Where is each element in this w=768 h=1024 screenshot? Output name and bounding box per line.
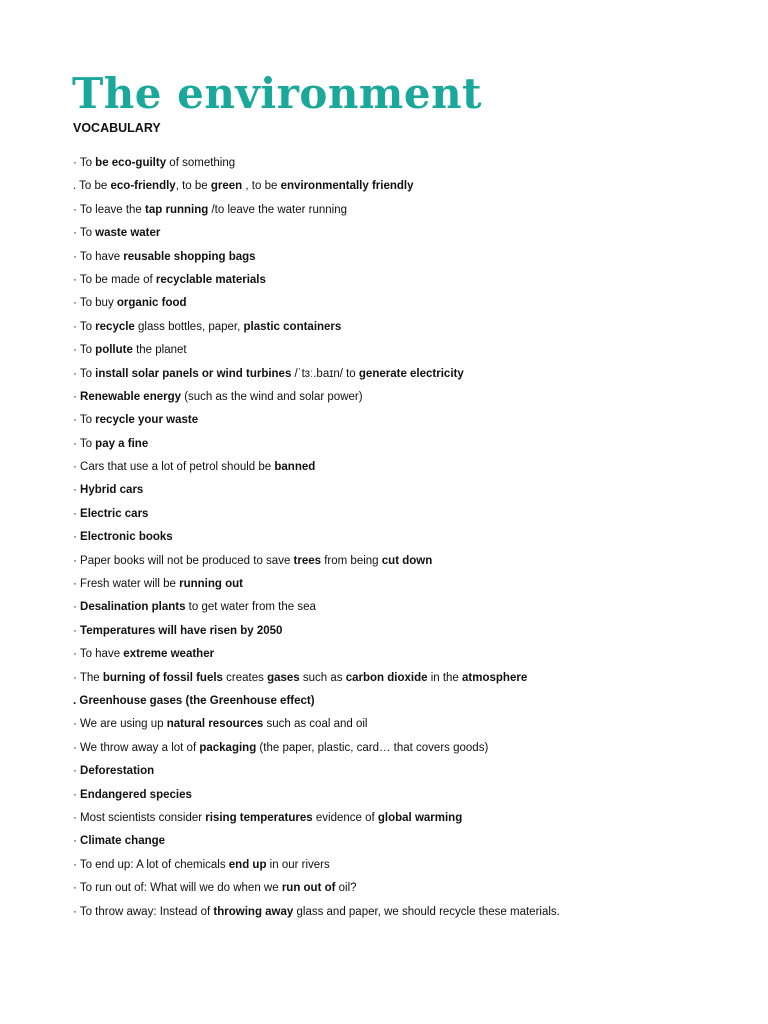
vocab-text: oil?: [335, 882, 357, 895]
vocab-text: · To: [73, 227, 96, 240]
vocab-item: [73, 576, 560, 599]
vocab-text: · To: [73, 157, 96, 169]
vocab-term: Deforestation: [80, 765, 155, 778]
vocab-term: run out of: [281, 882, 336, 895]
vocab-text: · To: [73, 367, 96, 380]
vocab-item: [73, 646, 560, 669]
vocab-item: [73, 670, 560, 693]
vocab-text: glass bottles, paper,: [134, 320, 244, 333]
vocab-item: [73, 880, 560, 903]
vocab-text: . To be: [73, 180, 111, 193]
vocab-term: packaging: [199, 741, 257, 754]
vocab-term: eco-friendly: [110, 180, 176, 193]
vocab-item: [73, 155, 560, 178]
vocab-text: evidence of: [312, 811, 378, 824]
vocab-item: [73, 904, 560, 927]
vocab-item: [73, 202, 560, 225]
vocab-item: [73, 787, 560, 810]
vocab-item: [73, 529, 560, 552]
vocab-text: /to leave the water running: [208, 203, 348, 216]
vocab-term: rising temperatures: [205, 811, 313, 824]
vocab-term: waste water: [95, 227, 161, 240]
section-heading: VOCABULARY: [73, 121, 161, 135]
vocab-term: pollute: [95, 344, 133, 357]
vocab-text: of something: [166, 157, 236, 169]
vocab-text: (such as the wind and solar power): [181, 390, 363, 403]
vocab-text: ·: [73, 531, 81, 544]
vocab-text: · Paper books will not be produced to save: [73, 554, 294, 567]
vocab-term: Temperatures will have risen by 2050: [80, 624, 283, 637]
vocab-item: [73, 623, 560, 646]
vocab-term: Hybrid cars: [80, 484, 144, 497]
vocab-term: running out: [179, 578, 243, 591]
vocab-text: ·: [73, 835, 81, 848]
vocab-text: · To throw away: Instead of: [73, 905, 214, 918]
vocab-text: ·: [73, 788, 81, 801]
vocab-term: plastic containers: [243, 320, 342, 333]
vocab-text: ·: [73, 484, 81, 497]
vocab-text: · Fresh water will be: [73, 578, 180, 591]
vocab-term: throwing away: [213, 905, 294, 918]
vocab-term: recyclable materials: [155, 273, 266, 286]
vocab-text: the planet: [132, 344, 187, 357]
vocab-term: tap running: [145, 203, 209, 216]
vocab-term: be eco-guilty: [95, 157, 167, 169]
vocab-text: · To run out of: What will we do when we: [73, 882, 282, 895]
vocab-term: Electric cars: [80, 507, 149, 520]
vocab-text: · Cars that use a lot of petrol should be: [73, 461, 275, 474]
vocab-term: install solar panels or wind turbines: [95, 367, 292, 380]
vocab-text: glass and paper, we should recycle these materials.: [293, 905, 560, 918]
vocab-item: [73, 459, 560, 482]
vocab-text: to get water from the sea: [185, 601, 316, 614]
vocab-text: · To: [73, 437, 96, 450]
vocab-item: [73, 857, 560, 880]
vocab-text: · The: [73, 671, 103, 684]
vocab-term: recycle your waste: [95, 414, 199, 427]
vocab-item: [73, 740, 560, 763]
vocab-text: · To have: [73, 648, 124, 661]
page-title: The environment: [72, 69, 483, 118]
vocab-text: · We are using up: [73, 718, 167, 731]
vocab-item: [73, 763, 560, 786]
vocab-text: , to be: [242, 180, 281, 193]
vocab-text: , to be: [175, 180, 211, 193]
vocab-text: · To: [73, 344, 96, 357]
vocab-text: · We throw away a lot of: [73, 741, 200, 754]
vocab-item: [73, 389, 560, 412]
vocab-item: [73, 225, 560, 248]
vocab-item: [73, 716, 560, 739]
vocab-item: [73, 553, 560, 576]
vocab-term: burning of fossil fuels: [102, 671, 223, 684]
vocab-term: Endangered species: [80, 788, 192, 801]
vocab-term: Climate change: [80, 835, 166, 848]
vocab-term: Electronic books: [80, 531, 173, 544]
vocab-text: (the paper, plastic, card… that covers goods): [256, 741, 489, 754]
vocab-item: [73, 436, 560, 459]
vocab-text: in the: [427, 671, 463, 684]
vocab-item: [73, 319, 560, 342]
vocab-term: trees: [293, 554, 322, 567]
vocab-text: · To leave the: [73, 203, 146, 216]
vocab-text: ·: [73, 624, 81, 637]
vocab-term: end up: [228, 858, 267, 871]
vocab-text: such as: [299, 671, 346, 684]
vocab-term: pay a fine: [95, 437, 149, 450]
vocabulary-list: [73, 155, 560, 927]
vocab-text: ·: [73, 601, 81, 614]
vocab-term: green: [210, 180, 243, 193]
vocab-term: reusable shopping bags: [123, 250, 256, 263]
vocab-text: such as coal and oil: [263, 718, 368, 731]
vocab-text: in our rivers: [266, 858, 330, 871]
vocab-text: /ˈtɜː.baɪn/ to: [291, 367, 359, 380]
vocab-item: [73, 599, 560, 622]
vocab-term: extreme weather: [123, 648, 215, 661]
vocab-text: · Most scientists consider: [73, 811, 206, 824]
vocab-term: environmentally friendly: [280, 180, 414, 193]
vocab-term: Renewable energy: [80, 390, 182, 403]
vocab-term: cut down: [381, 554, 433, 567]
vocab-term: banned: [274, 461, 316, 474]
vocab-item: [73, 506, 560, 529]
vocab-text: · To: [73, 320, 96, 333]
vocab-item: [73, 342, 560, 365]
vocab-text: · To: [73, 414, 96, 427]
vocab-term: generate electricity: [358, 367, 464, 380]
vocab-text: from being: [321, 554, 382, 567]
vocab-term: carbon dioxide: [345, 671, 428, 684]
vocab-text: creates: [222, 671, 268, 684]
vocab-term: global warming: [377, 811, 463, 824]
vocab-item: [73, 693, 560, 716]
vocab-item: [73, 295, 560, 318]
vocab-term: recycle: [95, 320, 135, 333]
vocab-term: Desalination plants: [80, 601, 186, 614]
vocab-term: natural resources: [166, 718, 264, 731]
vocab-item: [73, 249, 560, 272]
vocab-text: · To have: [73, 250, 124, 263]
vocab-term: organic food: [116, 297, 187, 310]
vocab-item: [73, 810, 560, 833]
vocab-text: · To buy: [73, 297, 117, 310]
vocab-item: [73, 178, 560, 201]
vocab-item: [73, 366, 560, 389]
vocab-text: ·: [73, 765, 81, 778]
vocab-item: [73, 272, 560, 295]
vocab-term: gases: [267, 671, 300, 684]
vocab-text: · To be made of: [73, 273, 156, 286]
vocab-item: [73, 482, 560, 505]
vocab-text: ·: [73, 390, 81, 403]
vocab-text: · To end up: A lot of chemicals: [73, 858, 229, 871]
vocab-item: [73, 412, 560, 435]
vocab-term: . Greenhouse gases (the Greenhouse effect): [73, 694, 315, 707]
vocab-term: atmosphere: [462, 671, 528, 684]
vocab-item: [73, 833, 560, 856]
vocab-text: ·: [73, 507, 81, 520]
